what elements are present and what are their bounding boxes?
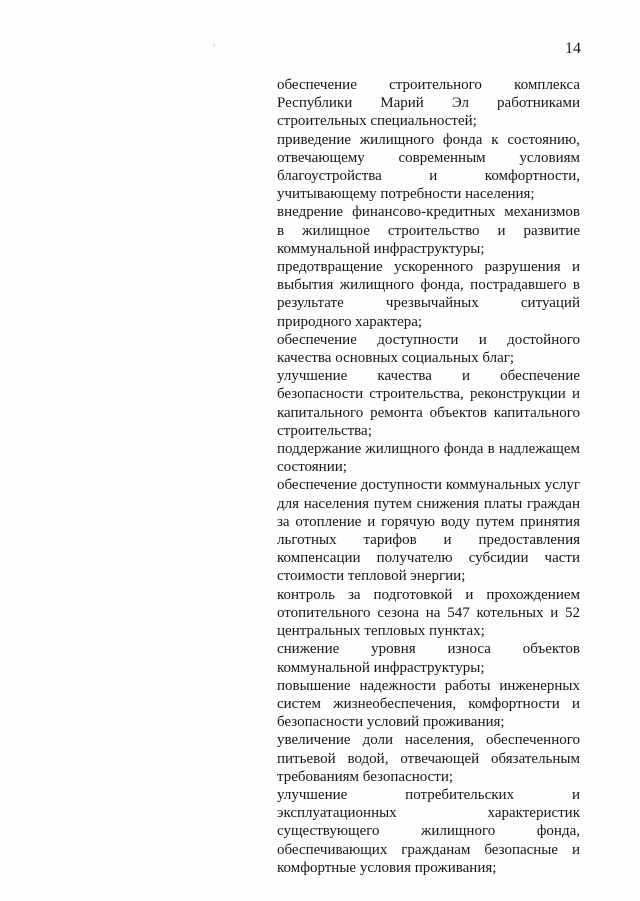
list-item: предотвращение ускоренного разрушения и выбытия жилищного фонда, пострадавшего в результате чрезвычайных ситуаций природного характера; (277, 259, 580, 330)
list-item: контроль за подготовкой и прохождением отопительного сезона на 547 котельных и 52 центральных тепловых пунктах; (277, 586, 580, 640)
scan-speck (213, 44, 215, 46)
list-item: приведение жилищного фонда к состоянию, отвечающему современным условиям благоустройства и комфортности, учитывающему потребности населения; (277, 131, 580, 203)
list-item: улучшение качества и обеспечение безопасности строительства, реконструкции и капитального ремонта объектов капитального строительства; (277, 368, 580, 439)
list-item: увеличение доли населения, обеспеченного питьевой водой, отвечающей обязательным требованиям безопасности; (277, 732, 580, 785)
list-item: улучшение потребительских и эксплуатационных характеристик существующего жилищного фонда, обеспечивающих гражданам безопасные и комфортные условия проживания; (277, 786, 580, 876)
list-item: обеспечение доступности и достойного качества основных социальных благ; (277, 331, 580, 367)
text-column (277, 76, 580, 877)
list-item: снижение уровня износа объектов коммунальной инфраструктуры; (277, 641, 580, 676)
list-item: поддержание жилищного фонда в надлежащем состоянии; (277, 441, 580, 476)
list-item: обеспечение доступности коммунальных услуг для населения путем снижения платы граждан за отопление и горячую воду путем принятия льготных тарифов и предоставления компенсации получателю субсидии части стоимости тепловой энергии; (277, 477, 580, 585)
list-item: повышение надежности работы инженерных систем жизнеобеспечения, комфортности и безопасности условий проживания; (277, 677, 580, 731)
page-number: 14 (565, 40, 581, 57)
list-item: внедрение финансово-кредитных механизмов в жилищное строительство и развитие коммунальной инфраструктуры; (277, 204, 580, 257)
list-item: обеспечение строительного комплекса Республики Марий Эл работниками строительных специальностей; (277, 77, 580, 130)
